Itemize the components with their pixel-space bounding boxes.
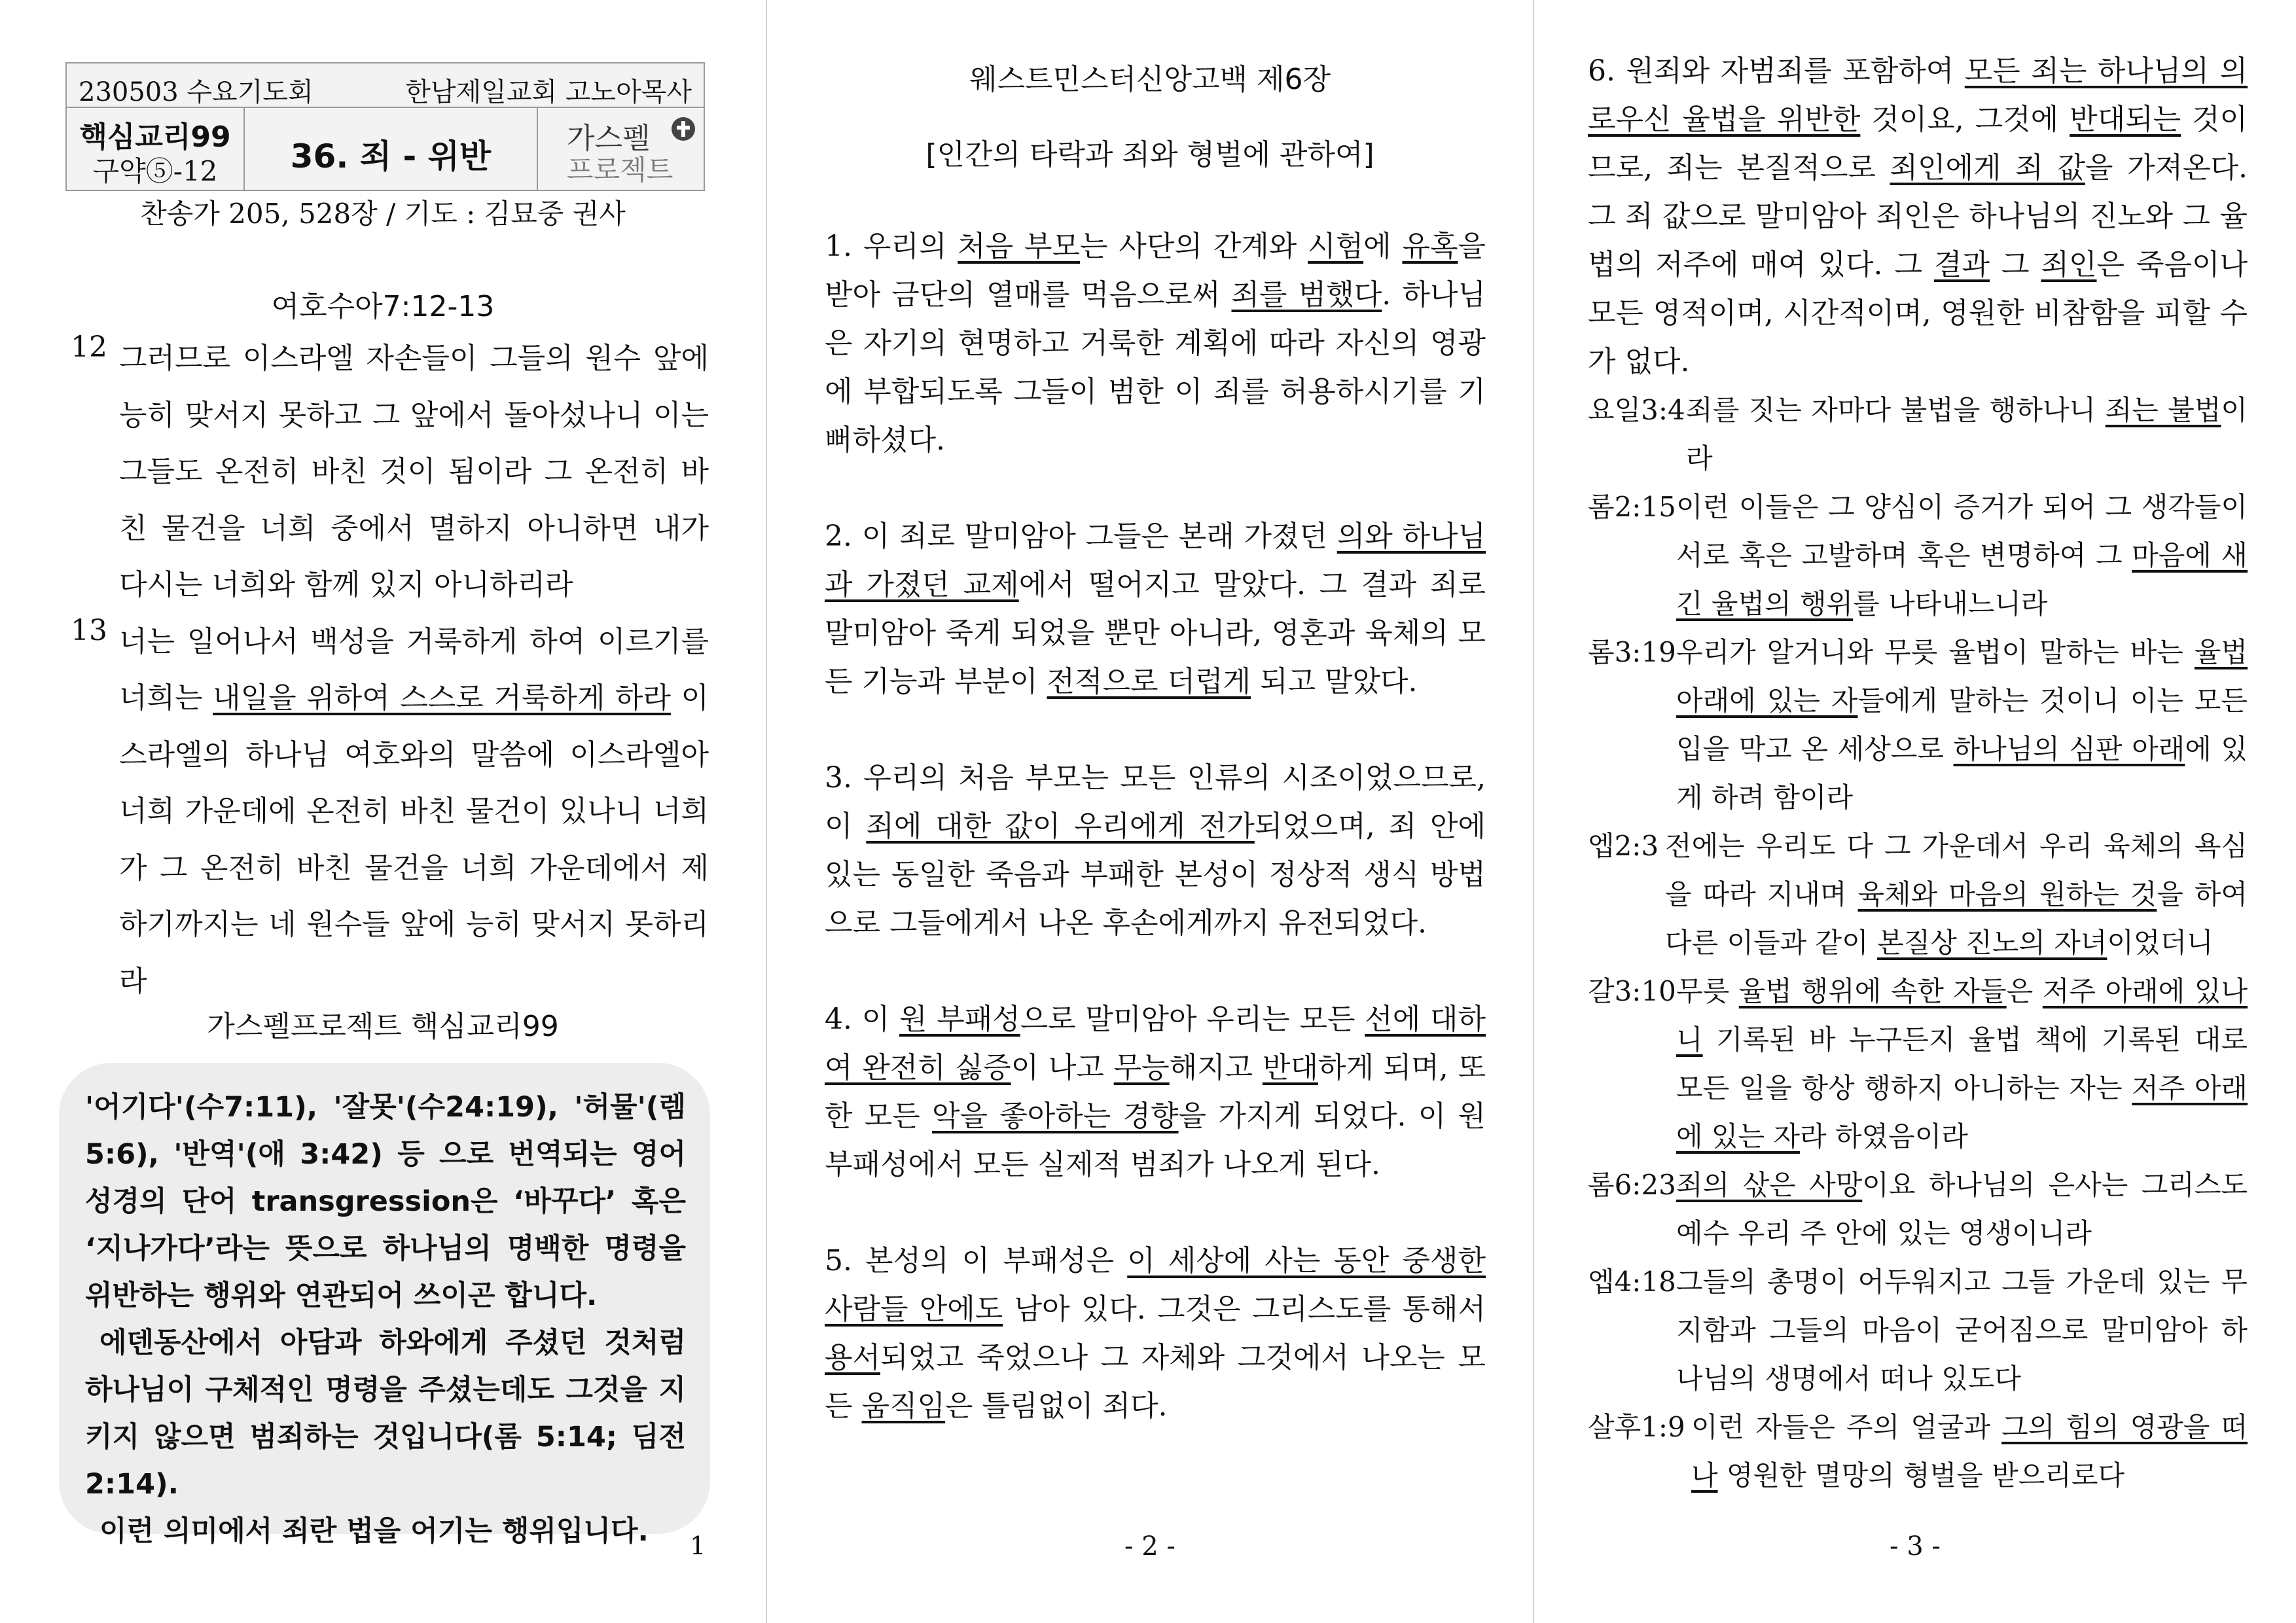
- underlined-phrase: 움직임: [861, 1389, 946, 1423]
- underlined-phrase: 선에 대하여 완전히 싫증: [825, 1003, 1486, 1084]
- underlined-phrase: 원 부패성: [899, 1003, 1020, 1036]
- verse-text: 그러므로 이스라엘 자손들이 그들의 원수 앞에 능히 맞서지 못하고 그 앞에서 돌아섰나니 이는 그들도 온전히 바친 것이 됨이라 그 온전히 바친 물건을 너희 중에서 멸하지 아니하면 내가 다시는 너희와 함께 있지 아니하리라: [119, 342, 709, 601]
- logo-line-2: 프로젝트: [567, 154, 673, 186]
- section-title: 가스펠프로젝트 핵심교리99: [207, 1010, 559, 1043]
- page-3: [1534, 0, 2296, 1623]
- text-segment: 은 죽음이나 모든 영적이며, 시간적이며, 영원한 비참함을 피할 수가 없다.: [1588, 248, 2248, 378]
- verse-text: 너는 일어나서 백성을 거룩하게 하여 이르기를 너희는 내일을 위하여 스스로 거룩하게 하라 이스라엘의 하나님 여호와의 말씀에 이스라엘아 너희 가운데에 온전히 바친 물건이 있나니 너희가 그 온전히 바친 물건을 너희 가운데에서 제하기까지는 네 원수들 앞에 능히 맞서지 못하리라: [119, 624, 709, 998]
- text-segment: 기록된 바 누구든지 율법 책에 기록된 대로 모든 일을 항상 행하지 아니하는 자는: [1676, 1024, 2248, 1104]
- text-segment: 6. 원죄와 자범죄를 포함하여: [1588, 54, 1965, 88]
- text-segment: 에서 떨어지고 말았다. 그 결과 죄로 말미암아 죽게 되었을 뿐만 아니라, 영혼과 육체의 모든 기능과 부분이: [825, 568, 1486, 698]
- confession-section: [825, 223, 1486, 465]
- proof-text: [1588, 822, 2248, 967]
- confession-text: [1588, 47, 2248, 386]
- underlined-phrase: 죄는 불법: [2105, 394, 2221, 426]
- church-pastor: 한남제일교회 고노아목사: [405, 77, 692, 107]
- text-segment: 되고 말았다.: [1251, 665, 1418, 698]
- page-number: 1: [690, 1531, 706, 1560]
- logo-line-1: 가스펠: [567, 122, 651, 155]
- underlined-phrase: 전적으로 더럽게: [1047, 665, 1251, 698]
- underlined-phrase: 율법 아래에 있는 자: [1676, 636, 2248, 717]
- cross-icon: [672, 117, 695, 141]
- text-segment: 것이므로, 죄는 본질적으로: [1588, 103, 2248, 185]
- underlined-phrase: 죄인에게 죄 값: [1890, 151, 2085, 185]
- doctrine-explanation-box: [59, 1063, 710, 1548]
- confession-section: [825, 754, 1486, 948]
- text-segment: 을 받아 금단의 열매를 먹음으로써: [825, 230, 1486, 312]
- reference-text: [1588, 483, 2248, 628]
- text-segment: 이런 이들은 그 양심이 증거가 되어 그 생각들이 서로 혹은 고발하며 혹은 변명하여 그: [1676, 491, 2248, 571]
- reference-text: [1588, 1161, 2248, 1258]
- reference-label: 롬6:23: [1588, 1169, 1676, 1201]
- underlined-phrase: 처음 부모: [958, 230, 1081, 263]
- explanation-paragraph-1: '어기다'(수7:11), '잘못'(수24:19), '허물'(렘 5:6), '반역'(애 3:42) 등 으로 번역되는 영어 성경의 단어 transgression은 ‘바꾸다’ 혹은 ‘지나가다’라는 뜻으로 하나님의 명백한 명령을 위반하는 행위와 연관되어 쓰이곤 합니다.: [85, 1091, 686, 1312]
- page-1: [0, 0, 766, 1623]
- lesson-title: 36. 죄 - 위반: [290, 137, 492, 175]
- underlined-phrase: 시험: [1308, 230, 1364, 263]
- text-segment: 를 나타내느니라: [1853, 588, 2048, 620]
- underlined-phrase: 그의 힘의 영광을 떠나: [1691, 1411, 2248, 1491]
- text-segment: 남아 있다. 그것은 그리스도를 통해서: [1003, 1293, 1486, 1326]
- verse-number: 12: [71, 330, 107, 364]
- underlined-phrase: 율법 행위에 속한 자들: [1738, 975, 2007, 1007]
- bulletin-header: [65, 62, 705, 191]
- underlined-phrase: 하나님의 심판 아래: [1953, 733, 2185, 765]
- text-segment: 전에는 우리도 다 그 가운데서 우리 육체의 욕심을 따라 지내며: [1665, 830, 2248, 910]
- text-segment: 에: [1363, 230, 1403, 263]
- text-segment: 이라: [1686, 394, 2248, 474]
- text-segment: 2. 이 죄로 말미암아 그들은 본래 가졌던: [825, 520, 1337, 553]
- underlined-phrase: 본질상 진노의 자녀: [1877, 927, 2108, 959]
- underlined-phrase: 죄의 삯은 사망: [1676, 1169, 1863, 1201]
- text-segment: 3. 우리의 처음 부모는 모든 인류의 시조이었으므로, 이: [825, 761, 1486, 843]
- text-segment: 을 가져온다. 그 죄 값으로 말미암아 죄인은 하나님의 진노와 그 율법의 저주에 매여 있다. 그: [1588, 151, 2248, 281]
- reference-label: 롬3:19: [1588, 636, 1676, 668]
- text-segment: 라 하였음이라: [1800, 1120, 1968, 1152]
- text-segment: 4. 이: [825, 1003, 899, 1036]
- page-number: - 3 -: [1890, 1531, 1941, 1561]
- page-number: - 2 -: [1124, 1531, 1175, 1561]
- proof-texts: [1588, 386, 2248, 1500]
- underlined-phrase: 죄인: [2041, 248, 2097, 281]
- underlined-phrase: 이 세상에 사는 동안 중생한 사람들 안에도: [825, 1244, 1486, 1326]
- text-segment: 영원한 멸망의 형벌을 받으리로다: [1717, 1459, 2125, 1491]
- proof-text: [1588, 1403, 2248, 1500]
- underlined-phrase: 내일을 위하여 스스로 거룩하게 하라: [213, 681, 671, 715]
- underlined-phrase: 육체와 마음의 원하는 것: [1857, 878, 2157, 910]
- text-segment: 하게 되며, 또한 모든: [825, 1051, 1486, 1133]
- explanation-paragraph-3: 이런 의미에서 죄란 법을 어기는 행위입니다.: [99, 1515, 649, 1548]
- verse-12: [71, 330, 709, 614]
- underlined-phrase: 무능: [1113, 1051, 1170, 1084]
- explanation-paragraph-2: 에덴동산에서 아담과 하와에게 주셨던 것처럼 하나님이 구체적인 명령을 주셨는데도 그것을 지키지 않으면 범죄하는 것입니다(롬 5:14; 딤전 2:14).: [85, 1327, 686, 1501]
- text-segment: 되었으며, 죄 안에 있는 동일한 죽음과 부패한 본성이 정상적 생식 방법으로 그들에게서 나온 후손에게까지 유전되었다.: [825, 810, 1486, 940]
- reference-label: 요일3:4: [1588, 394, 1685, 426]
- confession-section: [825, 995, 1486, 1189]
- confession-section: [825, 1237, 1486, 1431]
- reference-text: [1588, 1403, 2248, 1500]
- text-segment: 그들의 총명이 어두워지고 그들 가운데 있는 무지함과 그들의 마음이 굳어짐으로 말미암아 하나님의 생명에서 떠나 있도다: [1676, 1266, 2248, 1395]
- reference-label: 엡4:18: [1588, 1266, 1676, 1298]
- verse-number: 13: [71, 613, 107, 647]
- underlined-phrase: 유혹: [1402, 230, 1458, 263]
- page-2: [767, 0, 1533, 1623]
- text-segment: 은: [2006, 975, 2043, 1007]
- text-segment: 그: [1989, 248, 2041, 281]
- proof-text: [1588, 386, 2248, 483]
- text-segment: 에 있게 하려 함이라: [1676, 733, 2248, 813]
- text-segment: 우리가 알거니와 무릇 율법이 말하는 바는: [1676, 636, 2195, 668]
- text-segment: 죄를 짓는 자마다 불법을 행하나니: [1686, 394, 2106, 426]
- text-segment: 들에게 말하는 것이니 이는 모든 입을 막고 온 세상으로: [1676, 685, 2248, 765]
- proof-text: [1588, 1258, 2248, 1403]
- hymn-prayer-line: 찬송가 205, 528장 / 기도 : 김묘중 권사: [140, 198, 626, 230]
- confession-section: [1588, 47, 2248, 386]
- reference-label: 엡2:3: [1588, 830, 1659, 862]
- proof-text: [1588, 1161, 2248, 1258]
- underlined-phrase: 저주 아래에 있는 자: [1676, 1072, 2248, 1152]
- scripture-passage: [71, 330, 709, 1010]
- verse-13: [71, 614, 709, 1010]
- text-segment: 이 나고: [1011, 1051, 1114, 1084]
- header-top-row: [67, 63, 704, 108]
- text-segment: 이요 하나님의 은사는 그리스도 예수 우리 주 안에 있는 영생이니라: [1676, 1169, 2248, 1249]
- reference-label: 롬2:15: [1588, 491, 1676, 523]
- reference-text: [1588, 628, 2248, 822]
- underlined-phrase: 용서: [825, 1341, 881, 1374]
- scripture-reference: 여호수아7:12-13: [271, 290, 495, 323]
- underlined-phrase: 저주 아래에 있나니: [1676, 975, 2248, 1056]
- text-segment: 을 하여 다른 이들과 같이: [1665, 878, 2248, 959]
- underlined-phrase: 마음에 새긴 율법의 행위: [1676, 539, 2248, 620]
- text-segment: . 하나님은 자기의 현명하고 거룩한 계획에 따라 자신의 영광에 부합되도록 그들이 범한 이 죄를 허용하시기를 기뻐하셨다.: [825, 278, 1486, 457]
- underlined-phrase: 죄를 범했다: [1231, 278, 1382, 312]
- reference-text: [1588, 822, 2248, 967]
- reference-text: [1588, 967, 2248, 1161]
- reference-label: 살후1:9: [1588, 1411, 1685, 1443]
- text-segment: 이었더니: [2107, 927, 2214, 959]
- text-segment: 는 사단의 간계와: [1080, 230, 1308, 263]
- text-segment: 이런 자들은 주의 얼굴과: [1691, 1411, 2002, 1443]
- underlined-phrase: 결과: [1933, 248, 1990, 281]
- underlined-phrase: 모든 죄는 하나님의 의로우신 율법을 위반한: [1588, 54, 2248, 136]
- gospel-project-logo: [538, 108, 704, 190]
- series-cell: [67, 108, 245, 190]
- text-segment: 해지고: [1169, 1051, 1263, 1084]
- text-segment: 것이요, 그것에: [1860, 103, 2070, 136]
- reference-text: [1588, 386, 2248, 483]
- series-number: 구약⑤-12: [92, 155, 218, 187]
- proof-text: [1588, 628, 2248, 822]
- confession-section: [825, 512, 1486, 706]
- proof-text: [1588, 967, 2248, 1161]
- underlined-phrase: 의와 하나님과 가졌던 교제: [825, 520, 1486, 601]
- underlined-phrase: 죄에 대한 값이 우리에게 전가: [866, 810, 1255, 843]
- proof-text: [1588, 483, 2248, 628]
- reference-text: [1588, 1258, 2248, 1403]
- text-segment: 무릇: [1676, 975, 1739, 1007]
- service-date: 230503 수요기도회: [79, 77, 314, 107]
- series-title: 핵심교리99: [79, 120, 231, 154]
- text-segment: 5. 본성의 이 부패성은: [825, 1244, 1128, 1277]
- text-segment: 을 가지게 되었다. 이 원 부패성에서 모든 실제적 범죄가 나오게 된다.: [825, 1099, 1486, 1181]
- reference-label: 갈3:10: [1588, 975, 1676, 1007]
- text-segment: 1. 우리의: [825, 230, 958, 263]
- text-segment: 으로 말미암아 우리는 모든: [1020, 1003, 1365, 1036]
- confession-text: [825, 223, 1486, 1478]
- confession-title: 웨스트민스터신앙고백 제6장: [969, 63, 1331, 96]
- underlined-phrase: 반대되는: [2070, 103, 2181, 136]
- underlined-phrase: 악을 좋아하는 경향: [932, 1099, 1179, 1133]
- text-segment: 되었고 죽었으나 그 자체와 그것에서 나오는 모든: [825, 1341, 1486, 1423]
- text-segment: 은 틀림없이 죄다.: [945, 1389, 1168, 1423]
- underlined-phrase: 반대: [1262, 1051, 1318, 1084]
- lesson-cell: [245, 108, 538, 190]
- explanation-text: [85, 1084, 686, 1555]
- confession-subtitle: [인간의 타락과 죄와 형벌에 관하여]: [925, 138, 1374, 171]
